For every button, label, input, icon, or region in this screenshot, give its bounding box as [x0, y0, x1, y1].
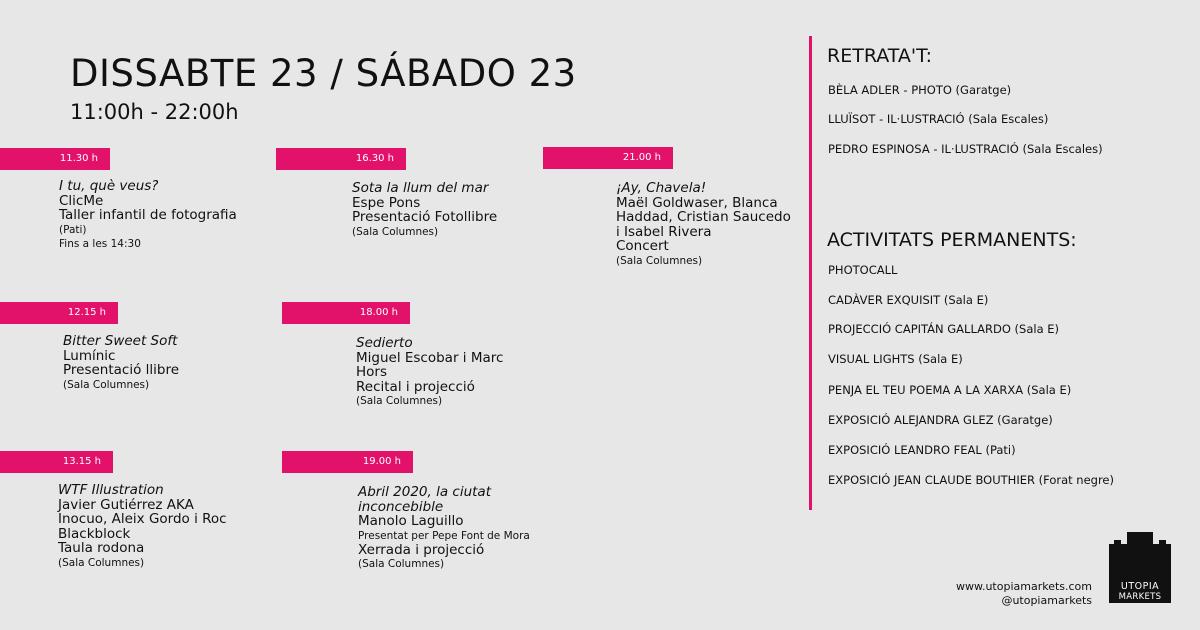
time-tag: 11.30 h [0, 148, 110, 170]
event-line: (Sala Columnes) [352, 225, 439, 238]
event-line: (Sala Columnes) [356, 395, 443, 407]
event-line: (Sala Columnes) [358, 558, 445, 570]
event-line: inconcebible [358, 498, 444, 515]
event-title: WTF Illustration [58, 482, 164, 498]
event-line: Manolo Laguillo [358, 513, 464, 529]
event-line: Taula rodona [58, 540, 145, 556]
permanent-item: EXPOSICIÓ ALEJANDRA GLEZ (Garatge) [828, 413, 1053, 427]
website-link[interactable]: www.utopiamarkets.com [955, 580, 1092, 593]
event-line: Presentació Fotollibre [352, 209, 498, 225]
logo-text-line2: MARKETS [1118, 592, 1162, 602]
event-title: Sedierto [356, 335, 413, 351]
event-line: Presentat per Pepe Font de Mora [358, 529, 530, 542]
event-block [356, 336, 503, 408]
page-title: DISSABTE 23 / SÁBADO 23 [70, 52, 577, 95]
retratat-item: PEDRO ESPINOSA - IL·LUSTRACIÓ (Sala Escales) [828, 142, 1103, 156]
event-line: Blackblock [58, 525, 131, 542]
event-line: Fins a les 14:30 [59, 237, 141, 250]
event-line: Concert [616, 238, 669, 254]
permanent-item: PHOTOCALL [828, 263, 898, 277]
event-line: Xerrada i projecció [358, 541, 485, 558]
event-block [59, 179, 237, 251]
event-line: Inocuo, Aleix Gordo i Roc [58, 511, 227, 527]
retratat-item: BÈLA ADLER - PHOTO (Garatge) [828, 83, 1012, 97]
event-line: (Sala Columnes) [63, 378, 150, 391]
time-tag: 18.00 h [282, 302, 410, 324]
event-line: Lumínic [63, 347, 116, 364]
event-line: (Pati) [59, 223, 87, 236]
permanent-item: PENJA EL TEU POEMA A LA XARXA (Sala E) [828, 383, 1072, 397]
event-line: Presentació llibre [63, 362, 180, 378]
event-line: Recital i projecció [356, 378, 475, 395]
retratat-item: LLUÏSOT - IL·LUSTRACIÓ (Sala Escales) [828, 112, 1049, 126]
permanent-item: PROJECCIÓ CAPITÁN GALLARDO (Sala E) [828, 322, 1060, 336]
time-tag: 21.00 h [543, 147, 673, 169]
permanent-item: EXPOSICIÓ JEAN CLAUDE BOUTHIER (Forat negre) [828, 473, 1114, 487]
time-tag: 19.00 h [282, 451, 413, 473]
event-line: Espe Pons [352, 194, 421, 211]
social-handle[interactable]: @utopiamarkets [1001, 594, 1092, 607]
event-line: Maël Goldwaser, Blanca [616, 194, 778, 211]
event-line: (Sala Columnes) [616, 254, 703, 267]
permanents-heading: ACTIVITATS PERMANENTS: [827, 229, 1077, 251]
event-title: I tu, què veus? [59, 178, 159, 194]
event-block [616, 181, 791, 268]
utopia-markets-logo [1109, 532, 1171, 603]
time-tag: 13.15 h [0, 451, 113, 473]
logo-text-line1: UTOPIA [1120, 581, 1160, 592]
event-line: Javier Gutiérrez AKA [58, 496, 194, 513]
event-line: i Isabel Rivera [616, 223, 712, 240]
event-line: ClicMe [59, 192, 104, 209]
retratat-heading: RETRATA'T: [827, 45, 933, 67]
time-tag: 16.30 h [276, 148, 406, 170]
time-tag: 12.15 h [0, 302, 118, 324]
divider-line [809, 36, 812, 510]
footer-contact [956, 580, 1092, 608]
permanent-item: CADÀVER EXQUISIT (Sala E) [828, 293, 989, 307]
event-line: Taller infantil de fotografia [59, 207, 237, 223]
event-title: Abril 2020, la ciutat [358, 484, 491, 500]
permanent-item: EXPOSICIÓ LEANDRO FEAL (Pati) [828, 443, 1016, 457]
opening-hours: 11:00h - 22:00h [70, 100, 239, 124]
event-line: Miguel Escobar i Marc [356, 349, 504, 366]
event-title: Sota la llum del mar [352, 180, 489, 196]
event-line: Haddad, Cristian Saucedo [616, 209, 791, 225]
event-block [352, 181, 497, 239]
event-title: ¡Ay, Chavela! [616, 180, 707, 196]
event-block [358, 485, 530, 571]
event-block [63, 334, 179, 392]
event-line: Hors [356, 364, 387, 380]
permanent-item: VISUAL LIGHTS (Sala E) [828, 352, 963, 366]
event-block [58, 483, 227, 570]
event-title: Bitter Sweet Soft [63, 333, 178, 349]
event-line: (Sala Columnes) [58, 556, 145, 569]
